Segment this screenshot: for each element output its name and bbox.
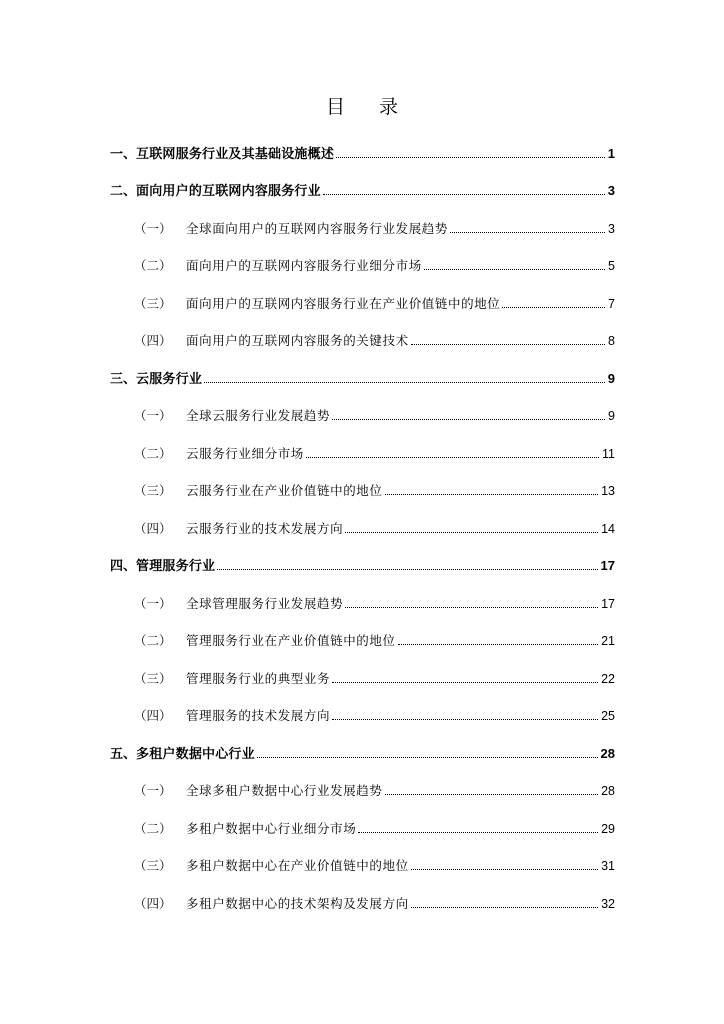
toc-chapter-entry[interactable] (110, 127, 615, 165)
toc-entry-page-number: 13 (601, 484, 615, 498)
page-title: 目 录 (325, 96, 413, 118)
toc-dot-leader (450, 232, 605, 233)
toc-entry-number: 五、 (110, 746, 137, 762)
toc-section-entry[interactable] (110, 427, 615, 465)
toc-entry-label: 云服务行业的技术发展方向 (186, 520, 344, 536)
toc-entry-label: 云服务行业细分市场 (186, 445, 304, 461)
toc-section-entry[interactable] (110, 577, 615, 615)
toc-entry-label: 多租户数据中心在产业价值链中的地位 (186, 858, 409, 873)
toc-entry-page-number: 29 (601, 821, 615, 836)
toc-dot-leader (204, 382, 605, 383)
toc-dot-leader (306, 457, 599, 458)
toc-section-entry[interactable] (110, 390, 615, 428)
toc-entry-number: 一、 (110, 146, 137, 162)
toc-entry-label: 云服务行业 (136, 371, 203, 387)
toc-entry-page-number: 3 (608, 221, 615, 236)
toc-section-entry[interactable] (110, 765, 615, 803)
toc-dot-leader (385, 494, 599, 495)
toc-entry-number: （一） (134, 783, 172, 798)
toc-entry-label: 云服务行业在产业价值链中的地位 (186, 483, 383, 498)
toc-entry-page-number: 25 (601, 709, 615, 723)
table-of-contents (110, 127, 615, 915)
toc-entry-page-number: 22 (601, 671, 615, 686)
toc-entry-page-number: 5 (608, 259, 615, 273)
toc-chapter-entry[interactable] (110, 352, 615, 390)
toc-section-entry[interactable] (110, 877, 615, 915)
toc-dot-leader (502, 307, 605, 308)
toc-dot-leader (332, 719, 598, 720)
toc-dot-leader (411, 869, 598, 870)
toc-entry-number: （二） (134, 820, 172, 836)
toc-entry-label: 多租户数据中心行业 (136, 746, 255, 762)
toc-entry-page-number: 17 (600, 558, 615, 573)
toc-entry-label: 管理服务行业 (136, 559, 216, 574)
toc-entry-page-number: 1 (607, 145, 615, 161)
toc-entry-label: 多租户数据中心行业细分市场 (186, 820, 357, 836)
toc-entry-number: （三） (134, 858, 172, 873)
toc-section-entry[interactable] (110, 315, 615, 353)
toc-entry-number: （一） (134, 220, 172, 236)
toc-dot-leader (332, 682, 598, 683)
toc-entry-page-number: 21 (601, 634, 615, 648)
toc-dot-leader (336, 157, 605, 158)
toc-entry-label: 面向用户的互联网内容服务行业 (136, 184, 321, 199)
toc-entry-page-number: 28 (601, 784, 615, 798)
toc-section-entry[interactable] (110, 615, 615, 653)
toc-entry-label: 互联网服务行业及其基础设施概述 (136, 146, 335, 162)
toc-section-entry[interactable] (110, 502, 615, 540)
toc-dot-leader (411, 344, 605, 345)
toc-entry-page-number: 32 (601, 896, 615, 911)
toc-entry-label: 多租户数据中心的技术架构及发展方向 (186, 895, 409, 911)
toc-dot-leader (385, 794, 599, 795)
toc-entry-page-number: 31 (601, 859, 615, 873)
toc-entry-number: （二） (134, 633, 172, 648)
toc-chapter-entry[interactable] (110, 727, 615, 765)
toc-entry-number: （四） (134, 708, 172, 723)
toc-dot-leader (411, 907, 598, 908)
toc-dot-leader (358, 832, 598, 833)
toc-entry-label: 管理服务的技术发展方向 (186, 708, 331, 723)
toc-section-entry[interactable] (110, 840, 615, 878)
toc-dot-leader (345, 607, 598, 608)
toc-entry-number: （二） (134, 445, 172, 461)
toc-dot-leader (345, 532, 598, 533)
toc-section-entry[interactable] (110, 652, 615, 690)
toc-chapter-entry[interactable] (110, 165, 615, 203)
toc-entry-label: 全球面向用户的互联网内容服务行业发展趋势 (186, 220, 449, 236)
toc-entry-number: 四、 (110, 559, 137, 574)
toc-entry-label: 面向用户的互联网内容服务的关键技术 (186, 333, 409, 348)
toc-entry-number: 二、 (110, 184, 137, 199)
toc-entry-page-number: 9 (607, 370, 615, 386)
toc-section-entry[interactable] (110, 465, 615, 503)
toc-entry-number: （三） (134, 483, 172, 498)
toc-section-entry[interactable] (110, 202, 615, 240)
toc-entry-label: 全球多租户数据中心行业发展趋势 (186, 783, 383, 798)
toc-entry-number: （三） (134, 295, 172, 311)
toc-entry-number: （一） (134, 595, 172, 611)
toc-entry-label: 面向用户的互联网内容服务行业在产业价值链中的地位 (186, 295, 501, 311)
toc-section-entry[interactable] (110, 690, 615, 728)
toc-entry-number: 三、 (110, 371, 137, 387)
toc-entry-page-number: 11 (602, 446, 615, 461)
toc-entry-number: （四） (134, 333, 172, 348)
toc-entry-label: 面向用户的互联网内容服务行业细分市场 (186, 258, 422, 273)
toc-entry-label: 管理服务行业的典型业务 (186, 670, 331, 686)
toc-entry-page-number: 9 (608, 409, 615, 423)
toc-dot-leader (323, 194, 605, 195)
toc-section-entry[interactable] (110, 240, 615, 278)
toc-section-entry[interactable] (110, 802, 615, 840)
toc-dot-leader (257, 757, 598, 758)
toc-entry-number: （三） (134, 670, 172, 686)
toc-entry-page-number: 28 (600, 745, 615, 761)
toc-dot-leader (424, 269, 605, 270)
toc-entry-page-number: 7 (608, 296, 615, 311)
toc-section-entry[interactable] (110, 277, 615, 315)
toc-dot-leader (332, 419, 605, 420)
toc-entry-number: （二） (134, 258, 172, 273)
toc-entry-label: 管理服务行业在产业价值链中的地位 (186, 633, 396, 648)
toc-dot-leader (398, 644, 598, 645)
toc-entry-label: 全球管理服务行业发展趋势 (186, 595, 344, 611)
toc-entry-number: （四） (134, 895, 172, 911)
toc-entry-label: 全球云服务行业发展趋势 (186, 408, 331, 423)
toc-entry-page-number: 17 (601, 596, 615, 611)
toc-entry-number: （一） (134, 408, 172, 423)
toc-chapter-entry[interactable] (110, 540, 615, 578)
toc-entry-number: （四） (134, 520, 172, 536)
toc-dot-leader (217, 569, 597, 570)
toc-entry-page-number: 3 (607, 183, 615, 198)
toc-entry-page-number: 14 (601, 521, 615, 536)
toc-entry-page-number: 8 (608, 334, 615, 348)
